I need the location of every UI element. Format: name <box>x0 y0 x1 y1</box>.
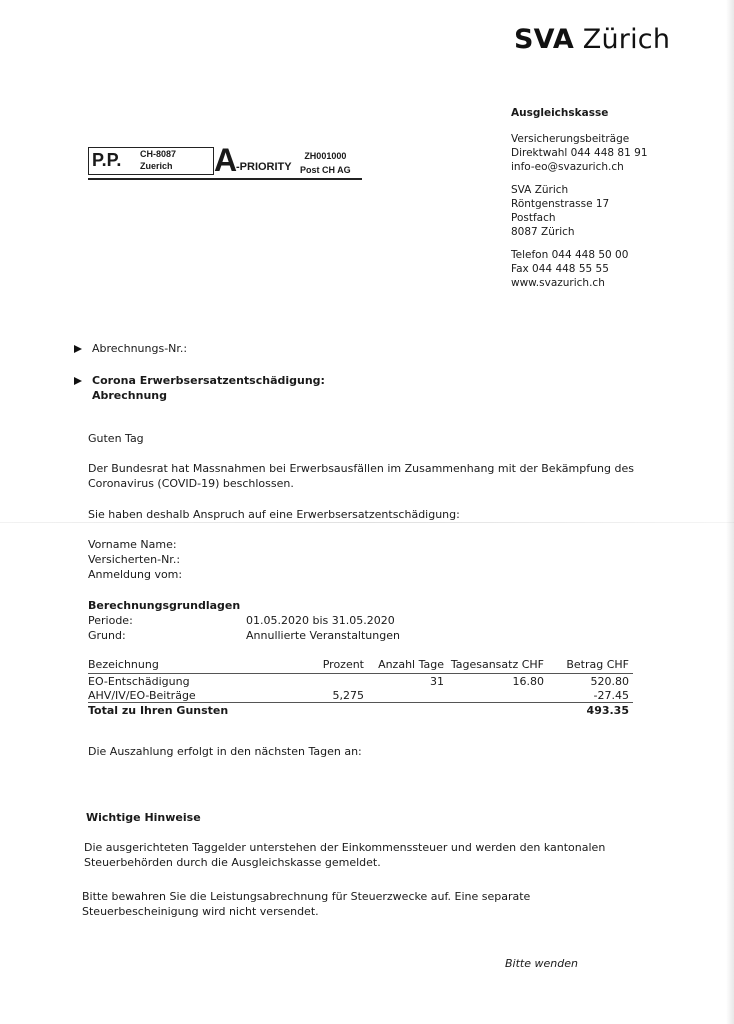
page-edge-shadow <box>726 0 734 1024</box>
contact-group <box>511 132 648 174</box>
cell-designation: EO-Entschädigung <box>88 675 190 688</box>
basis-title: Berechnungsgrundlagen <box>88 599 241 612</box>
reason-label: Grund: <box>88 629 126 642</box>
notes-title: Wichtige Hinweise <box>86 811 201 824</box>
department: Ausgleichskasse <box>511 107 609 119</box>
postage-rule <box>88 178 362 180</box>
table-total-row <box>88 703 633 718</box>
triangle-bullet-icon <box>74 345 82 353</box>
person-block <box>88 537 182 582</box>
table-row <box>88 674 633 689</box>
total-label: Total zu Ihren Gunsten <box>88 704 229 717</box>
column-header: Bezeichnung <box>88 658 258 674</box>
cell-daily-rate <box>448 688 548 703</box>
period-value: 01.05.2020 bis 31.05.2020 <box>246 614 395 627</box>
period-label: Periode: <box>88 614 133 627</box>
insured-number-label: Versicherten-Nr.: <box>88 553 181 566</box>
sva-logo <box>514 24 670 55</box>
table-header-row <box>88 658 633 674</box>
contact-line: Versicherungsbeiträge <box>511 133 630 145</box>
intro-paragraph: Der Bundesrat hat Massnahmen bei Erwerbsausfällen im Zusammenhang mit der Bekämpfung des Coronavirus (COVID-19) beschlossen. <box>88 462 634 490</box>
contact-email: info-eo@svazurich.ch <box>511 161 624 173</box>
notes-paragraph-keep: Bitte bewahren Sie die Leistungsabrechnung für Steuerzwecke auf. Eine separate Steuerbescheinigung wird nicht versendet. <box>82 890 531 918</box>
cell-days <box>368 688 448 703</box>
address-group <box>511 183 648 239</box>
total-value: 493.35 <box>586 704 629 717</box>
greeting: Guten Tag <box>88 432 144 445</box>
table-row <box>88 688 633 703</box>
registration-label: Anmeldung vom: <box>88 568 183 581</box>
column-header: Tagesansatz CHF <box>448 658 548 674</box>
reference-label: Abrechnungs-Nr.: <box>92 342 188 355</box>
notes-paragraph-tax: Die ausgerichteten Taggelder unterstehen der Einkommenssteuer und werden den kantonalen Steuerbehörden durch die Ausgleichskasse gemeldet. <box>84 841 606 869</box>
postage-carrier: Post CH AG <box>300 165 351 175</box>
turn-over-note: Bitte wenden <box>505 957 578 970</box>
reference-number-row <box>74 342 187 355</box>
payment-text: Die Auszahlung erfolgt in den nächsten Tagen an: <box>88 745 362 758</box>
paper-fold <box>0 522 734 523</box>
website-line: www.svazurich.ch <box>511 277 605 289</box>
postage-code: ZH001000 <box>304 151 347 161</box>
subject-line: Corona Erwerbsersatzentschädigung: <box>92 374 325 387</box>
cell-percent <box>258 674 368 689</box>
reason-row <box>88 628 488 643</box>
cell-amount: 520.80 <box>590 675 629 688</box>
calculation-table <box>88 658 633 717</box>
postage-code-block <box>300 150 351 176</box>
logo-bold: SVA <box>514 24 575 55</box>
logo-rest: Zürich <box>574 24 671 55</box>
reason-value: Annullierte Veranstaltungen <box>246 629 400 642</box>
fax-line: Fax 044 448 55 55 <box>511 263 609 275</box>
postage-postcode: CH-8087 <box>140 149 177 159</box>
cell-amount: -27.45 <box>548 688 633 703</box>
postage-city: Zuerich <box>140 161 173 171</box>
period-row <box>88 613 488 628</box>
postage-origin <box>140 148 176 172</box>
column-header: Betrag CHF <box>548 658 633 674</box>
contact-line: Direktwahl 044 448 81 91 <box>511 147 648 159</box>
column-header: Prozent <box>258 658 368 674</box>
address-line: Röntgenstrasse 17 <box>511 198 610 210</box>
subject-row <box>74 373 325 403</box>
cell-days: 31 <box>430 675 444 688</box>
cell-percent: 5,275 <box>258 688 368 703</box>
a-priority-mark: A <box>214 142 238 178</box>
address-line: 8087 Zürich <box>511 226 575 238</box>
priority-label: -PRIORITY <box>236 161 292 173</box>
cell-daily-rate: 16.80 <box>512 675 544 688</box>
entitlement-paragraph: Sie haben deshalb Anspruch auf eine Erwerbsersatzentschädigung: <box>88 508 460 521</box>
pp-mark: P.P. <box>92 150 122 170</box>
address-line: Postfach <box>511 212 556 224</box>
sender-block <box>511 106 648 299</box>
cell-designation: AHV/IV/EO-Beiträge <box>88 688 258 703</box>
subject-line: Abrechnung <box>92 389 167 402</box>
postage-stamp <box>88 142 358 183</box>
basis-block <box>88 598 488 643</box>
column-header: Anzahl Tage <box>368 658 448 674</box>
phone-line: Telefon 044 448 50 00 <box>511 249 629 261</box>
name-label: Vorname Name: <box>88 538 177 551</box>
address-line: SVA Zürich <box>511 184 569 196</box>
triangle-bullet-icon <box>74 377 82 385</box>
phone-group <box>511 248 648 290</box>
